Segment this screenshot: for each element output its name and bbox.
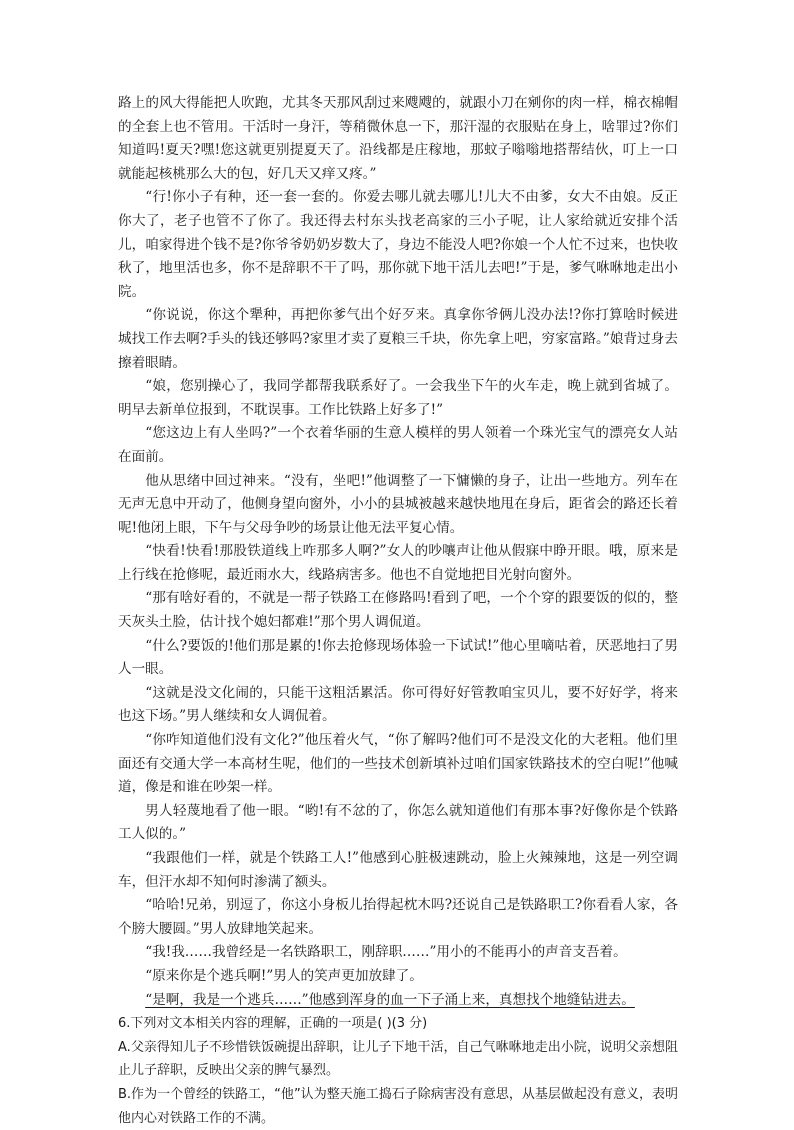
underlined-sentence: “是啊，我是一个逃兵……”他感到浑身的血一下子涌上来，真想找个地缝钻进去。: [145, 991, 635, 1008]
paragraph-13: “我跟他们一样，就是个铁路工人!”他感到心脏极速跳动，脸上火辣辣地，这是一列空调车，但汗水却不知何时渗满了额头。: [118, 850, 678, 890]
paragraph-1: 路上的风大得能把人吹跑，尤其冬天那风刮过来飕飕的，就跟小刀在剜你的肉一样，棉衣棉帽的全套上也不管用。干活时一身汗，等稍微休息一下，那汗湿的衣服贴在身上，啥罪过?你们知道吗!夏天?嘿!您这就更别提夏天了。沿线都是庄稼地，那蚊子嗡嗡地搭帮结伙，叮上一口就能起核桃那么大的包，好几天又痒又疼。”: [118, 95, 678, 182]
paragraph-15: “我!我……我曾经是一名铁路职工，刚辞职……”用小的不能再小的声音支吾着。: [145, 944, 627, 961]
question-option-b: B.作为一个曾经的铁路工，“他”认为整天施工捣石子除病害没有意思，从基层做起没有意义，表明他内心对铁路工作的不满。: [118, 1086, 678, 1126]
paragraph-9: “什么?要饭的!他们那是累的!你去抢修现场体验一下试试!”他心里嘀咕着，厌恶地扫了男人一眼。: [118, 637, 678, 678]
paragraph-8: “那有啥好看的，不就是一帮子铁路工在修路吗!看到了吧，一个个穿的跟要饭的似的，整天灰头土脸，估计找个媳妇都难!”那个男人调侃道。: [118, 590, 678, 631]
paragraph-7: “快看!快看!那股铁道线上咋那多人啊?”女人的吵嚷声让他从假寐中睁开眼。哦，原来是上行线在抢修呢，最近雨水大，线路病害多。他也不自觉地把目光射向窗外。: [118, 543, 678, 583]
paragraph-2: “行!你小子有种，还一套一套的。你爱去哪儿就去哪儿!儿大不由爹，女大不由娘。反正你大了，老子也管不了你了。我还得去村东头找老高家的三小子呢，让人家给就近安排个活儿，咱家得进个钱不是?你爷爷奶奶岁数大了，身边不能没人吧?你娘一个人忙不过来，也快收秋了，地里活也多，你不是辞职不干了吗，那你就下地干活儿去吧!”于是，爹气咻咻地走出小院。: [118, 189, 678, 300]
paragraph-10: “这就是没文化闹的，只能干这粗活累活。你可得好好管教咱宝贝儿，要不好好学，将来也这下场。”男人继续和女人调侃着。: [118, 684, 678, 725]
paragraph-11: “你咋知道他们没有文化?”他压着火气，“你了解吗?他们可不是没文化的大老粗。他们里面还有交通大学一本高材生呢，他们的一些技术创新填补过咱们国家铁路技术的空白呢!”他喊道，像是和谁在吵架一样。: [118, 732, 678, 796]
document-page: [118, 92, 678, 1130]
paragraph-12: 男人轻蔑地看了他一眼。“哟!有不忿的了，你怎么就知道他们有那本事?好像你是个铁路工人似的。”: [118, 802, 678, 843]
paragraph-4: “娘，您别操心了，我同学都帮我联系好了。一会我坐下午的火车走，晚上就到省城了。明早去新单位报到，不耽误事。工作比铁路上好多了!”: [118, 378, 678, 418]
paragraph-14: “哈哈!兄弟，别逗了，你这小身板儿抬得起枕木吗?还说自己是铁路职工?你看看人家，各个膀大腰圆。”男人放肆地笑起来。: [118, 897, 678, 937]
paragraph-16: “原来你是个逃兵啊!”男人的笑声更加放肆了。: [145, 967, 423, 984]
paragraph-underlined: [118, 989, 678, 1013]
paragraph-3: “你说说，你这个犟种，再把你爹气出个好歹来。真拿你爷俩儿没办法!?你打算啥时候进城找工作去啊?手头的钱还够吗?家里才卖了夏粮三千块，你先拿上吧，穷家富路。”娘背过身去擦着眼睛。: [118, 307, 678, 371]
paragraph-6: 他从思绪中回过神来。“没有，坐吧!”他调整了一下慵懒的身子，让出一些地方。列车在无声无息中开动了，他侧身望向窗外，小小的县城被越来越快地甩在身后，距省会的路还长着呢!他闭上眼，下午与父母争吵的场景让他无法平复心情。: [118, 472, 678, 536]
paragraph-5: “您这边上有人坐吗?”一个衣着华丽的生意人模样的男人领着一个珠光宝气的漂亮女人站在面前。: [118, 425, 678, 465]
question-stem: 6.下列对文本相关内容的理解，正确的一项是( )(3 分): [118, 1016, 428, 1032]
question-option-a: A.父亲得知儿子不珍惜铁饭碗提出辞职，让儿子下地干活，自己气咻咻地走出小院，说明父亲想阻止儿子辞职，反映出父亲的脾气暴烈。: [118, 1039, 678, 1079]
